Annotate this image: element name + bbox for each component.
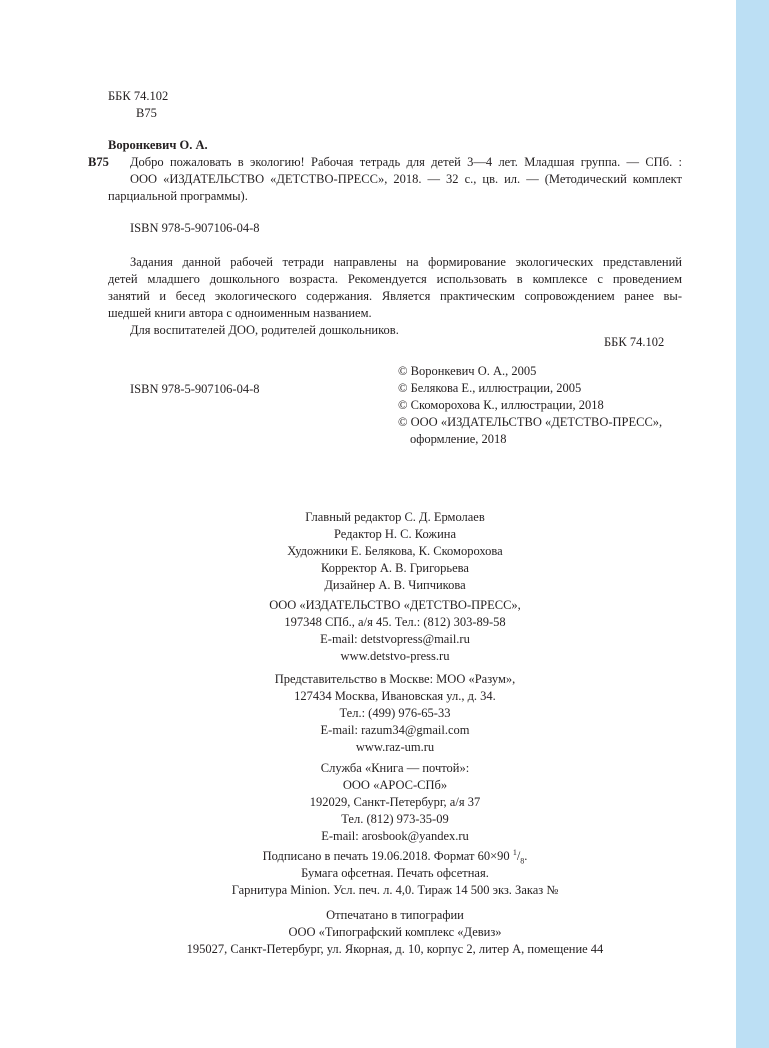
description-line: Добро пожаловать в экологию! Рабочая тетрадь для детей 3—4 лет. Младшая группа. — СПб. : (130, 155, 682, 169)
bibliographic-description (108, 154, 682, 205)
copyright-line: © Воронкевич О. А., 2005 (398, 364, 537, 378)
format-fraction-numerator: 1 (512, 847, 517, 857)
isbn-bottom: ISBN 978-5-907106-04-8 (130, 382, 260, 396)
annotation-line: шедшей книги автора с одноименным названием. (108, 306, 372, 320)
print-signed-suffix: . (524, 849, 528, 863)
mail-service-line: 192029, Санкт-Петербург, а/я 37 (309, 795, 481, 809)
audience: Для воспитателей ДОО, родителей дошкольников. (130, 323, 399, 337)
copyright-line: оформление, 2018 (410, 432, 507, 446)
moscow-email[interactable]: E-mail: razum34@gmail.com (320, 723, 470, 737)
bbk-block (108, 88, 168, 122)
staff-line: Дизайнер А. В. Чипчикова (324, 578, 466, 592)
printer-line: ООО «Типографский комплекс «Девиз» (288, 925, 502, 939)
publisher-line: ООО «ИЗДАТЕЛЬСТВО «ДЕТСТВО-ПРЕСС», (269, 598, 521, 612)
staff-line: Главный редактор С. Д. Ермолаев (305, 510, 485, 524)
print-info-line: Гарнитура Minion. Усл. печ. л. 4,0. Тираж 14 500 экз. Заказ № (231, 883, 559, 897)
annotation (108, 254, 682, 339)
mail-service-line: Тел. (812) 973-35-09 (341, 812, 449, 826)
copyright-line: © Белякова Е., иллюстрации, 2005 (398, 381, 582, 395)
format-fraction-denominator: 8 (520, 856, 525, 866)
side-color-bar (736, 0, 769, 1048)
printer-block (108, 907, 682, 958)
printer-line: Отпечатано в типографии (326, 908, 464, 922)
mail-service-line: ООО «АРОС-СПб» (342, 778, 448, 792)
mail-service-block (108, 760, 682, 845)
entry-index: В75 (88, 155, 109, 169)
moscow-website[interactable]: www.raz-um.ru (355, 740, 435, 754)
print-info-block (108, 848, 682, 899)
moscow-line: 127434 Москва, Ивановская ул., д. 34. (294, 689, 496, 703)
moscow-line: Тел.: (499) 976-65-33 (339, 706, 451, 720)
moscow-office-block (108, 671, 682, 756)
staff-line: Редактор Н. С. Кожина (334, 527, 456, 541)
copyright-line: © ООО «ИЗДАТЕЛЬСТВО «ДЕТСТВО-ПРЕСС», (398, 415, 663, 429)
publisher-email[interactable]: E-mail: detstvopress@mail.ru (320, 632, 470, 646)
bbk-code: ББК 74.102 (108, 89, 169, 103)
annotation-line: занятий и бесед экологического содержания. Является практическим сопровождением ранее вы- (108, 289, 682, 303)
copyright-block (398, 363, 662, 448)
annotation-line: Задания данной рабочей тетради направлены на формирование экологических представлений (130, 255, 682, 269)
staff-line: Корректор А. В. Григорьева (321, 561, 469, 575)
print-signed-line: Подписано в печать 19.06.2018. Формат 60×90 $^1/_8$. (262, 847, 528, 866)
staff-line: Художники Е. Белякова, К. Скоморохова (287, 544, 503, 558)
bbk-right: ББК 74.102 (604, 335, 665, 349)
printer-line: 195027, Санкт-Петербург, ул. Якорная, д. 10, корпус 2, литер А, помещение 44 (186, 942, 604, 956)
author: Воронкевич О. А. (108, 138, 208, 152)
print-info-line: Бумага офсетная. Печать офсетная. (301, 866, 489, 880)
moscow-line: Представительство в Москве: МОО «Разум», (274, 672, 516, 686)
bbk-index: В75 (136, 106, 157, 120)
mail-service-line: Служба «Книга — почтой»: (320, 761, 470, 775)
staff-block (108, 509, 682, 594)
description-line: ООО «ИЗДАТЕЛЬСТВО «ДЕТСТВО-ПРЕСС», 2018. — 32 с., цв. ил. — (Методический комплект (130, 172, 682, 186)
print-signed-text: Подписано в печать 19.06.2018. Формат 60×90 (262, 849, 510, 863)
copyright-line: © Скоморохова К., иллюстрации, 2018 (398, 398, 604, 412)
annotation-line: детей младшего дошкольного возраста. Рекомендуется использовать в комплексе с проведением (108, 272, 682, 286)
publisher-line: 197348 СПб., а/я 45. Тел.: (812) 303-89-58 (284, 615, 506, 629)
description-line: парциальной программы). (108, 189, 248, 203)
publisher-block (108, 597, 682, 665)
mail-service-email[interactable]: E-mail: arosbook@yandex.ru (321, 829, 469, 843)
publisher-website[interactable]: www.detstvo-press.ru (340, 649, 450, 663)
isbn-top: ISBN 978-5-907106-04-8 (130, 221, 260, 235)
